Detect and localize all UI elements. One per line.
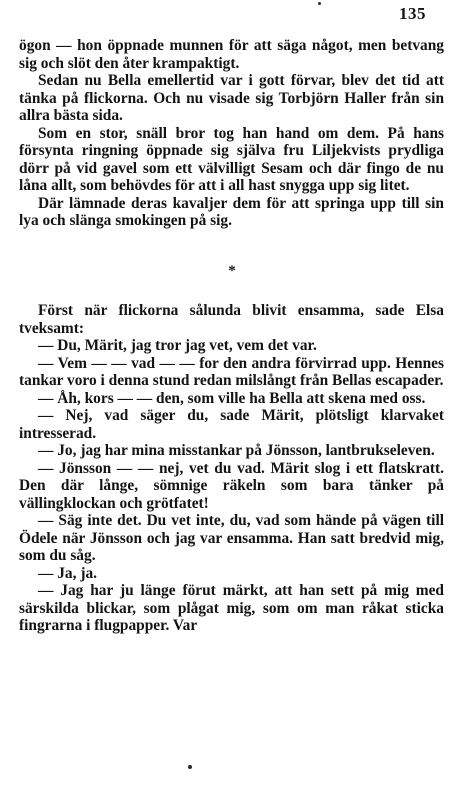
paragraph: — Du, Märit, jag tror jag vet, vem det var.: [38, 337, 317, 354]
paragraph: — Åh, kors — — den, som ville ha Bella att skena med oss.: [38, 389, 426, 407]
paragraph: — Jönsson — — nej, vet du vad. Märit slog i ett flatskratt. Den där långe, sömnige räkeln som bara tänker på vällingklockan och grötfatet!: [19, 459, 444, 512]
paragraph: — Nej, vad säger du, sade Märit, plötsligt klarvaket intresserad.: [19, 407, 444, 442]
section-separator: *: [228, 263, 236, 279]
paragraph: — Vem — — vad — — for den andra förvirrad upp. Hennes tankar voro i denna stund redan milslångt från Bellas escapader.: [19, 354, 444, 389]
print-speck: [318, 2, 321, 5]
page-number: 135: [399, 4, 426, 23]
paragraph: Sedan nu Bella emellertid var i gott förvar, blev det tid att tänka på flickorna. Och nu visade sig Torbjörn Haller från sin allra bästa sida.: [19, 72, 444, 124]
paragraph: — Jo, jag har mina misstankar på Jönsson, lantbrukseleven.: [38, 442, 435, 459]
paragraph: Som en stor, snäll bror tog han hand om dem. På hans försynta ringning öppnade sig själva fru Liljekvists prydliga dörr på vid gavel som ett välvilligt Sesam och där fingo de nu låna allt, som behövdes för att i all hast snygga upp sig litet.: [19, 124, 444, 194]
paragraph: — Säg inte det. Du vet inte, du, vad som hände på vägen till Ödele när Jönsson och jag var ensamma. Han satt bredvid mig, som du såg.: [19, 512, 444, 564]
paragraph: — Ja, ja.: [38, 564, 97, 582]
paragraph: Först när flickorna sålunda blivit ensamma, sade Elsa tveksamt:: [19, 302, 444, 337]
paragraph: Där lämnade deras kavaljer dem för att springa upp till sin lya och slänga smokingen på sig.: [19, 194, 444, 229]
paragraph: — Jag har ju länge förut märkt, att han sett på mig med särskilda blickar, som plågat mig, som om man råkat sticka fingrarna i flugpapper. Var: [19, 582, 444, 634]
text-block-top: [19, 37, 444, 230]
print-speck: [188, 765, 192, 769]
paragraph: ögon — hon öppnade munnen för att säga något, men betvang sig och slöt den åter krampaktigt.: [19, 37, 444, 72]
text-block-bottom: [19, 302, 444, 635]
